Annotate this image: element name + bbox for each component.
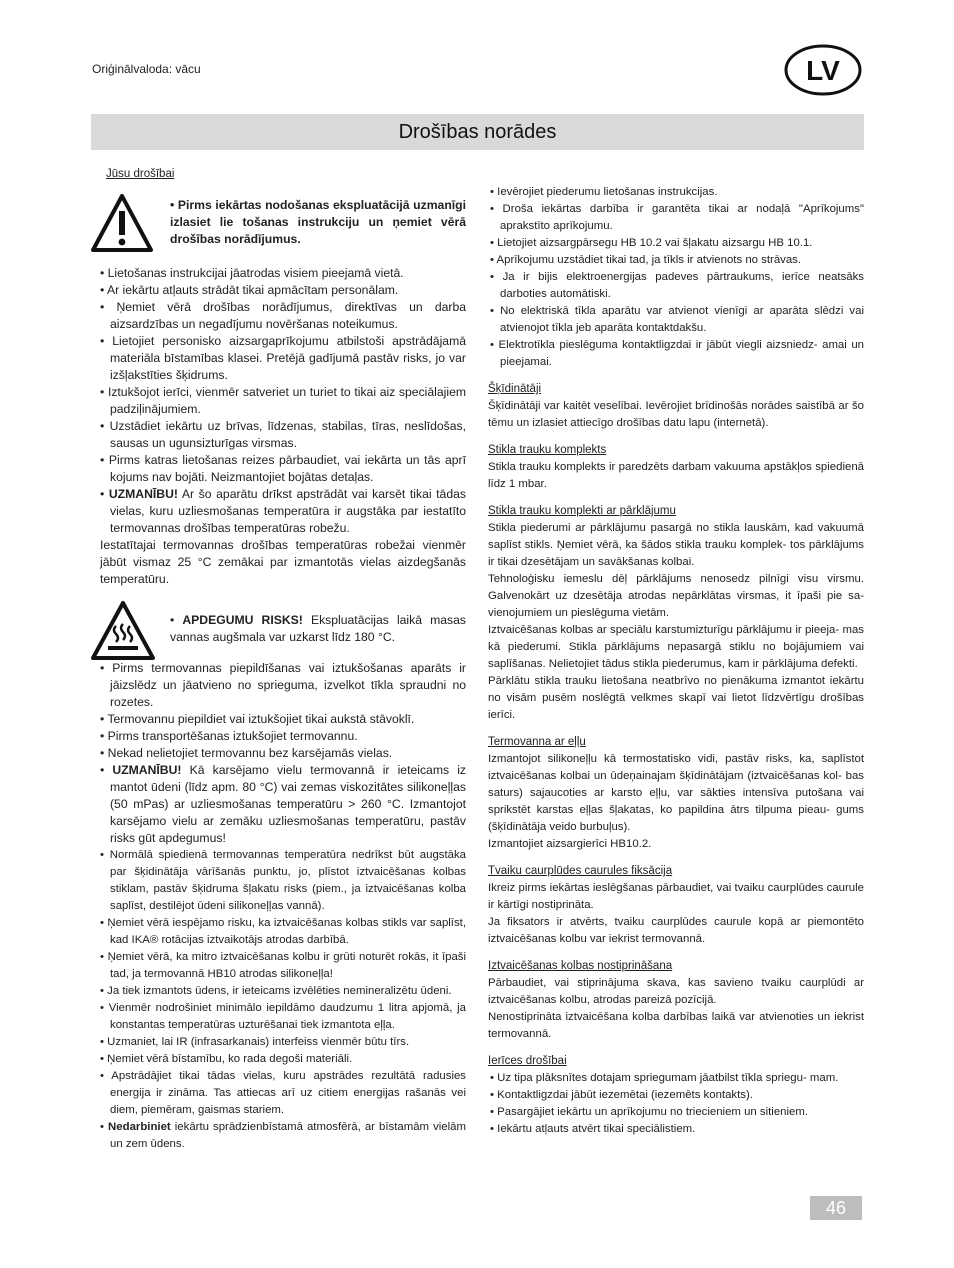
list-item: • Ņemiet vērā drošības norādījumus, direktīvas un darba aizsardzības un negadījumu novēršanas noteikumus.	[100, 300, 466, 331]
section-heading-oil-bath: Termovanna ar eļļu	[488, 736, 586, 748]
list-item: • Vienmēr nodrošiniet minimālo iepildāmo daudzumu 1 litra apjomā, ja konstantas temperatūras uzturēšanai tiek izmantota eļļa.	[100, 1002, 466, 1031]
paragraph: Izmantojiet aizsargierīci HB10.2.	[488, 838, 652, 850]
page-title: Drošības norādes	[398, 120, 557, 143]
list-item: • Ņemiet vērā, ka mitro iztvaicēšanas kolbu ir grūti noturēt rokās, it īpaši tad, ja termovannā HB10 atrodas silikoneļļa!	[100, 951, 467, 980]
burn-warning-block	[98, 594, 466, 660]
section-heading-solvents: Šķīdinātāji	[488, 383, 542, 395]
list-item: • Ja ir bijis elektroenergijas padeves pārtraukums, ierīce neatsāks darboties automātiski.	[490, 271, 864, 300]
list-item: • Droša iekārtas darbība ir garantēta tikai ar nodaļā "Aprīkojums" aprakstīto aprīkojumu.	[490, 203, 864, 232]
list-item: • Uzmaniet, lai IR (infrasarkanais) interfeiss vienmēr būtu tīrs.	[100, 1036, 410, 1048]
list-item: • Kontaktligzdai jābūt iezemētai (iezemēts kontakts).	[490, 1089, 753, 1101]
list-item: • Pirms katras lietošanas reizes pārbaudiet, vai iekārta un tās aprī kojums nav bojāti. Neizmantojiet bojātas detaļas.	[100, 453, 466, 484]
paragraph: Stikla piederumi ar pārklājumu pasargā no stikla lauskām, kad vakuumā saplīst stikls. Ņemiet vērā, ka šādos stikla trauku komplek- tos pārklājums ir tikai dzesētājam un savākšanas kolbai.	[488, 522, 864, 568]
list-item-attention: • UZMANĪBU! Kā karsējamo vielu termovannā ir ieteicams iz mantot ūdeni (līdz apm. 80 °C) vai zemas viskozitātes silikoneļļas (50 mPas) ar uzliesmošanas temperatūru > 260 °C. Izmantojot karsējamo vielu ar zemāku uzliesmošanas temperatūru, pastāv risks gūt apdegumus!	[100, 763, 467, 845]
list-item: • Lietošanas instrukcijai jāatrodas visiem pieejamā vietā.	[100, 266, 404, 280]
list-item: • Iztukšojot ierīci, vienmēr satveriet un turiet to tikai aiz speciālajiem padziļinājumiem.	[100, 385, 466, 416]
paragraph: Pārbaudiet, vai stiprinājuma skava, kas savieno tvaiku caurplūdi ar iztvaicēšanas kolbu, atrodas pareizā pozīcijā.	[488, 977, 864, 1006]
paragraph: Pārklātu stikla trauku lietošana neatbrīvo no pienākuma izmantot iekārtu no visām pusēm noslēgtā velkmes skapī vai lietot līdzvērtīgu drošības ierīci.	[488, 675, 864, 721]
list-item: • Nekad nelietojiet termovannu bez karsējamās vielas.	[100, 746, 393, 760]
section-heading-your-safety: Jūsu drošībai	[106, 168, 175, 180]
list-item: • Uzstādiet iekārtu uz brīvas, līdzenas, stabilas, tīras, neslīdošas, sausas un ugunsizturīgas virsmas.	[100, 419, 467, 450]
list-item-attention: • UZMANĪBU! Ar šo aparātu drīkst apstrādāt vai karsēt tikai tādas vielas, kuru uzliesmošanas temperatūra ir augstāka par iestatīto termovannas drošības temperatūras robežu.	[100, 487, 466, 535]
section-heading-vapor-tube: Tvaiku caurplūdes caurules fiksācija	[488, 865, 673, 877]
paragraph: Izmantojot silikoneļļu kā termostatisko vidi, pastāv risks, ka, saplīstot iztvaicēšanas kolbai un ūdeņainajam šķīdinātājam (iztvaicēšanas kol- bas saturs) sajaucoties ar karsto eļļu, var sākties intensīva putošana vai sprikstēt karstas eļļas šļakatas, ko papildina ātrs tilpuma pieau- gums (šķīdinātāja veido burbuļus).	[488, 753, 864, 833]
list-item: • Ņemiet vērā bīstamību, ko rada degoši materiāli.	[100, 1053, 353, 1065]
paragraph: Ja fiksators ir atvērts, tvaiku caurplūdes caurule kopā ar piemontēto iztvaicēšanas kolbu var iekrist termovannā.	[488, 916, 864, 945]
paragraph: Stikla trauku komplekts ir paredzēts darbam vakuuma apstākļos spiedienā līdz 1 mbar.	[488, 461, 864, 490]
list-item: • Lietojiet personisko aizsargaprīkojumu atbilstoši apstrādājamā materiāla bīstamības klasei. Pretējā gadījumā pastāv risks, jo var izšļakstīties šķidrums.	[100, 334, 466, 382]
page-number: 46	[810, 1196, 862, 1220]
paragraph: Iztvaicēšanas kolbas ar speciālu karstumizturīgu pārklājumu ir pieeja- mas kā piederumi. Stikla pārklājums nepasargā stiklu no bojājumiem vai saplīšanas. Nelietojiet tādus stikla piederumus, kam ir pārklājuma defekti.	[488, 624, 864, 670]
section-heading-glassware: Stikla trauku komplekts	[488, 444, 607, 456]
paragraph: Nenostiprināta iztvaicēšana kolba darbības laikā var atvienoties un iekrist termovannā.	[488, 1011, 864, 1040]
hot-surface-icon	[90, 600, 156, 662]
list-item: • Aprīkojumu uzstādiet tikai tad, ja tīkls ir atvienots no strāvas.	[490, 254, 802, 266]
list-item: • Elektrotīkla pieslēguma kontaktligzdai ir jābūt viegli aizsniedz- amai un pieejamai.	[490, 339, 864, 368]
section-heading-device-safety: Ierīces drošībai	[488, 1055, 567, 1067]
list-item: • Nedarbiniet iekārtu sprādzienbīstamā atmosfērā, ar bīstamām vielām un zem ūdens.	[100, 1121, 466, 1150]
list-item: • Pirms transportēšanas iztukšojiet termovannu.	[100, 729, 358, 743]
section-heading-coated-glassware: Stikla trauku komplekti ar pārklājumu	[488, 505, 676, 517]
list-item: • Normālā spiedienā termovannas temperatūra nedrīkst būt augstāka par šķidinātāja vārīšanās punktu, jo, plīstot iztvaicēšanas kolbas stiklam, pastāv šķidruma šļakatu risks (piem., ja iztvaicēšanas kolba saplīst, destilējot ūdeni silikoneļļas vannā).	[100, 849, 467, 912]
warning-triangle-icon	[90, 193, 154, 253]
list-item: • Ievērojiet piederumu lietošanas instrukcijas.	[490, 186, 718, 198]
bullet-list-b	[98, 660, 466, 847]
list-item: • No elektriskā tīkla aparātu var atvienot vienīgi ar aparāta slēdzi vai atvienojot tīkla jeb aparāta kontaktdakšu.	[490, 305, 864, 334]
paragraph: Tehnoloģisku iemeslu dēļ pārklājums nenosedz pilnīgi visu virsmu. Galvenokārt uz dzesētāja atrodas nepārklātas virsmas, it īpaši pie sa- vienojumiem un pieslēguma vietām.	[488, 573, 864, 619]
bullet-list-c	[98, 847, 466, 1153]
language-badge	[784, 44, 862, 96]
language-badge-text: LV	[806, 55, 840, 86]
general-warning-text: • Pirms iekārtas nodošanas ekspluatācijā uzmanīgi izlasiet lie tošanas instrukciju un ņemiet vērā drošības norādījumus.	[170, 198, 467, 246]
paragraph: Ikreiz pirms iekārtas ieslēgšanas pārbaudiet, vai tvaiku caurplūdes caurule ir kārtīgi nostiprināta.	[488, 882, 864, 911]
general-warning-block	[98, 183, 466, 265]
list-item: • Lietojiet aizsargpārsegu HB 10.2 vai šļakatu aizsargu HB 10.1.	[490, 237, 813, 249]
section-heading-flask-mounting: Iztvaicēšanas kolbas nostiprināšana	[488, 960, 673, 972]
original-language-note: Oriģinālvaloda: vācu	[92, 62, 201, 76]
list-item: • Termovannu piepildiet vai iztukšojiet tikai aukstā stāvoklī.	[100, 712, 415, 726]
burn-warning-text: • APDEGUMU RISKS! Ekspluatācijas laikā masas vannas augšmala var uzkarst līdz 180 °C.	[170, 613, 466, 644]
list-item: • Pasargājiet iekārtu un aprīkojumu no triecieniem un sitieniem.	[490, 1106, 809, 1118]
attention-continuation: Iestatītajai termovannas drošības temperatūras robežai vienmēr jābūt vismaz 25 °C zemākai par izmantotās vielas aizdegšanās temperatūru.	[100, 538, 466, 586]
list-item: • Ja tiek izmantots ūdens, ir ieteicams izvēlēties nemineralizētu ūdeni.	[100, 985, 452, 997]
left-column	[98, 166, 466, 1153]
list-item: • Apstrādājiet tikai tādas vielas, kuru apstrādes rezultātā radusies energija ir zināma. Tas attiecas arī uz citiem energijas rašanās vei diem, piemēram, gaismas stariem.	[100, 1070, 467, 1116]
right-column	[488, 184, 864, 1138]
list-item: • Iekārtu atļauts atvērt tikai speciālistiem.	[490, 1123, 696, 1135]
list-item: • Ņemiet vērā iespējamo risku, ka iztvaicēšanas kolbas stikls var saplīst, kad IKA® rotācijas iztvaikotājs atrodas darbībā.	[100, 917, 466, 946]
paragraph: Šķīdinātāji var kaitēt veselībai. Ievērojiet brīdinošās norādes saistībā ar šo tēmu un izlasiet attiecīgo drošības datu lapu (internetā).	[488, 400, 864, 429]
list-item: • Ar iekārtu atļauts strādāt tikai apmācītam personālam.	[100, 283, 399, 297]
list-item: • Uz tipa plāksnītes dotajam spriegumam jāatbilst tīkla spriegu- mam.	[490, 1072, 839, 1084]
title-bar	[91, 114, 864, 150]
list-item: • Pirms termovannas piepildīšanas vai iztukšošanas aparāts ir jāizslēdz un jāatvieno no sprieguma, izvelkot tīkla spraudni no rozetes.	[100, 661, 466, 709]
bullet-list-a	[98, 265, 466, 588]
